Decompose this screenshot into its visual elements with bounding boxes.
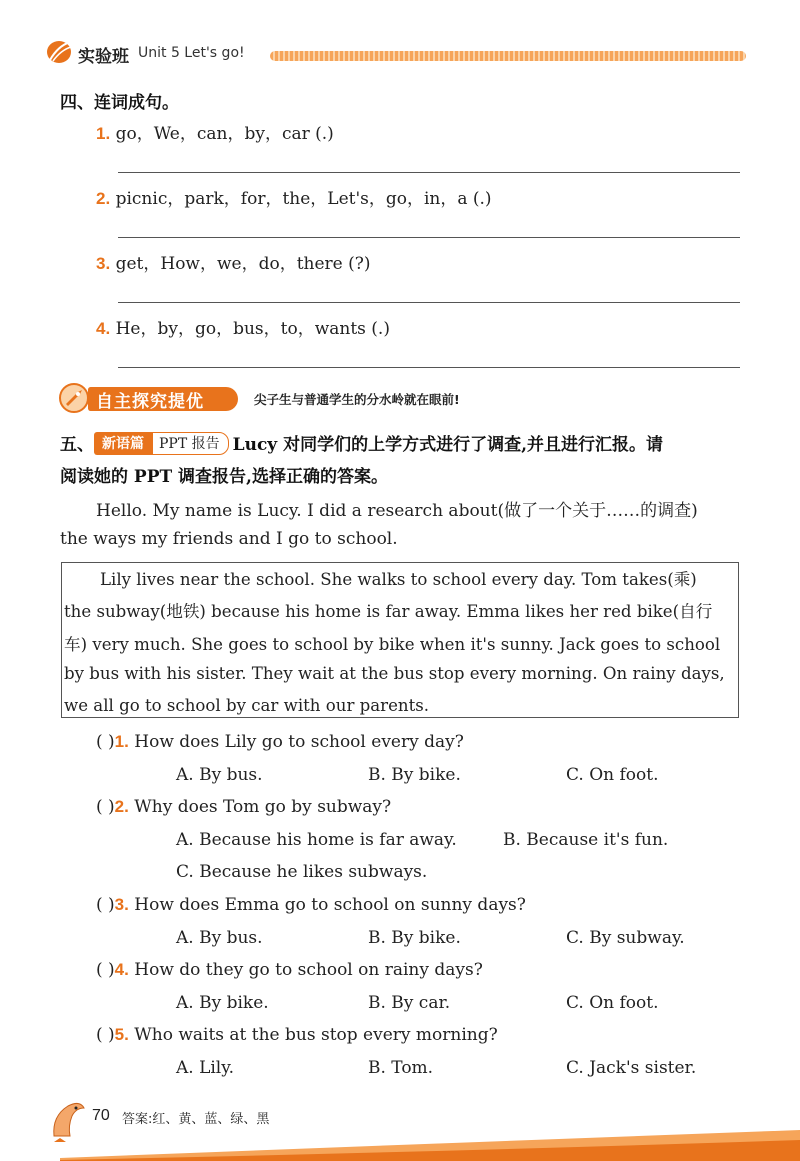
- question-number: 3.: [96, 254, 111, 273]
- passage-line-3: 车) very much. She goes to school by bike when it's sunny. Jack goes to school: [64, 635, 721, 654]
- mcq-question-5: [96, 1025, 498, 1045]
- option-a: A. Lily.: [176, 1058, 234, 1078]
- option-b: B. By car.: [368, 993, 451, 1013]
- rocket-badge-icon: [58, 382, 92, 414]
- question-number: 4.: [114, 960, 129, 979]
- footer-swoosh: [60, 1122, 800, 1161]
- section5-instruction-line2: 阅读她的 PPT 调查报告,选择正确的答案。: [60, 467, 388, 487]
- section5-prefix: 五、: [60, 435, 94, 455]
- question-number: 2.: [114, 797, 129, 816]
- option-c: C. Jack's sister.: [566, 1058, 697, 1078]
- question-words: picnic，park，for，the，Let's，go，in，a (.): [115, 189, 492, 209]
- option-b: B. Tom.: [368, 1058, 434, 1078]
- section4-question-1: [96, 119, 334, 144]
- option-c: C. Because he likes subways.: [176, 862, 428, 882]
- header-stripe: [270, 51, 746, 61]
- mcq-question-1: [96, 732, 464, 752]
- ppt-report-tag: PPT 报告: [152, 432, 229, 455]
- question-text: How does Emma go to school on sunny days?: [134, 895, 526, 915]
- option-a: A. By bike.: [176, 993, 269, 1013]
- section4-question-2: [96, 184, 492, 209]
- answer-line-4[interactable]: [118, 367, 740, 368]
- answer-blank[interactable]: ( ): [96, 797, 115, 817]
- question-words: go，We，can，by，car (.): [115, 124, 334, 144]
- unit-title: Unit 5 Let's go!: [138, 45, 245, 61]
- answer-blank[interactable]: ( ): [96, 732, 115, 752]
- answer-line-3[interactable]: [118, 302, 740, 303]
- banner-slogan: 尖子生与普通学生的分水岭就在眼前!: [254, 392, 460, 407]
- option-c: C. By subway.: [566, 928, 685, 948]
- passage-line-1: Lily lives near the school. She walks to school every day. Tom takes(乘): [100, 570, 697, 589]
- intro-line-2: the ways my friends and I go to school.: [60, 529, 398, 549]
- question-number: 1.: [114, 732, 129, 751]
- answer-blank[interactable]: ( ): [96, 895, 115, 915]
- question-text: How do they go to school on rainy days?: [134, 960, 483, 980]
- mcq-question-4: [96, 960, 483, 980]
- option-b: B. By bike.: [368, 765, 461, 785]
- answer-key: 答案:红、黄、蓝、绿、黑: [122, 1112, 270, 1127]
- brand-leaf-logo-icon: [44, 36, 74, 66]
- option-a: A. By bus.: [176, 928, 263, 948]
- brand-name: 实验班: [78, 47, 129, 67]
- option-c: C. On foot.: [566, 993, 659, 1013]
- mcq-question-2: [96, 797, 391, 817]
- question-text: Who waits at the bus stop every morning?: [134, 1025, 498, 1045]
- answer-blank[interactable]: ( ): [96, 960, 115, 980]
- mcq-question-3: [96, 895, 526, 915]
- option-a: A. By bus.: [176, 765, 263, 785]
- question-words: get，How，we，do，there (?): [115, 254, 371, 274]
- question-number: 3.: [114, 895, 129, 914]
- section4-title: 四、连词成句。: [60, 93, 179, 113]
- page-number: 70: [92, 1107, 110, 1124]
- section4-question-3: [96, 249, 371, 274]
- question-number: 4.: [96, 319, 111, 338]
- question-text: How does Lily go to school every day?: [134, 732, 464, 752]
- question-words: He，by，go，bus，to，wants (.): [115, 319, 390, 339]
- answer-line-2[interactable]: [118, 237, 740, 238]
- option-b: B. By bike.: [368, 928, 461, 948]
- answer-line-1[interactable]: [118, 172, 740, 173]
- instruction-text-1: Lucy 对同学们的上学方式进行了调查,并且进行汇报。请: [232, 435, 664, 455]
- option-c: C. On foot.: [566, 765, 659, 785]
- banner-label: 自主探究提优: [96, 392, 204, 412]
- option-a: A. Because his home is far away.: [176, 830, 457, 850]
- dolphin-mascot-icon: [46, 1096, 90, 1144]
- question-number: 2.: [96, 189, 111, 208]
- section5-instruction-line1: [60, 430, 663, 455]
- passage-line-2: the subway(地铁) because his home is far away. Emma likes her red bike(自行: [64, 602, 713, 621]
- passage-line-4: by bus with his sister. They wait at the bus stop every morning. On rainy days,: [64, 664, 725, 683]
- section4-question-4: [96, 314, 390, 339]
- passage-line-5: we all go to school by car with our parents.: [64, 696, 430, 715]
- question-number: 1.: [96, 124, 111, 143]
- new-text-tag: 新语篇: [94, 432, 152, 455]
- intro-line-1: Hello. My name is Lucy. I did a research about(做了一个关于……的调查): [96, 501, 698, 521]
- option-b: B. Because it's fun.: [503, 830, 669, 850]
- answer-blank[interactable]: ( ): [96, 1025, 115, 1045]
- question-number: 5.: [114, 1025, 129, 1044]
- question-text: Why does Tom go by subway?: [134, 797, 392, 817]
